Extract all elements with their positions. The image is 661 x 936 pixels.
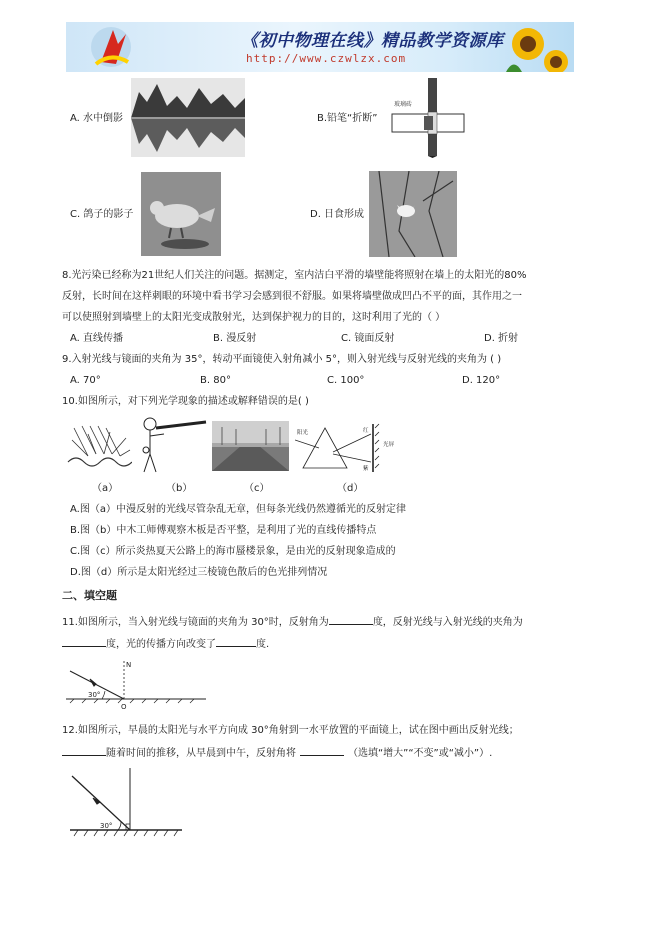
prism-label-violet: 紫 — [363, 466, 369, 472]
q9-stem: 9.入射光线与镜面的夹角为 35°，转动平面镜使入射角减小 5°，则入射光线与反射光线的夹角为 ( ) — [62, 354, 502, 365]
q11-angle-label: 30° — [88, 691, 101, 699]
q9-option-d: D. 120° — [462, 375, 501, 386]
q10-option-d: D.图（d）所示是太阳光经过三棱镜色散后的色光排列情况 — [70, 567, 328, 578]
q8-line-1: 8.光污染已经称为21世纪人们关注的问题。据测定，室内洁白平滑的墙壁能将照射在墙上的太阳光的80% — [62, 270, 527, 281]
figure-label-b: （b） — [166, 483, 193, 494]
solar-eclipse-image-icon — [369, 171, 457, 257]
water-reflection-image-icon — [131, 78, 245, 157]
section-title: 二、填空题 — [62, 589, 117, 602]
q8-line-3: 可以使照射到墙壁上的太阳光变成散射光，达到保护视力的目的，这时利用了光的（ ） — [62, 312, 446, 323]
q11-point-label: O — [121, 703, 127, 711]
prism-label-red: 红 — [363, 428, 369, 434]
q12-blank-1[interactable] — [62, 745, 106, 756]
q7-option-a: A. 水中倒影 — [70, 113, 124, 124]
q7-option-d: D. 日食形成 — [310, 209, 365, 220]
pencil-refraction-image-icon — [388, 76, 468, 158]
q11-reflection-figure-icon — [60, 655, 210, 711]
q8-option-a: A. 直线传播 — [70, 333, 124, 344]
q10-option-b: B.图（b）中木工师傅观察木板是否平整，是利用了光的直线传播特点 — [70, 525, 377, 536]
prism-dispersion-figure-icon — [295, 420, 395, 476]
carpenter-sighting-figure-icon — [136, 414, 208, 476]
q9-option-c: C. 100° — [327, 375, 365, 386]
q8-line-2: 反射，长时间在这样刺眼的环境中看书学习会感到很不舒服。如果将墙壁做成凹凸不平的面，其作用之一 — [62, 291, 522, 302]
header-banner — [66, 22, 574, 72]
prism-label-sunlight: 阳光 — [297, 430, 309, 436]
prism-label-screen: 光屏 — [383, 442, 395, 448]
road-mirage-photo — [212, 421, 289, 471]
q12-line-2 — [62, 745, 492, 760]
figure-label-c: （c） — [244, 483, 270, 494]
q8-option-b: B. 漫反射 — [213, 333, 257, 344]
q12-reflection-figure-icon — [66, 766, 186, 842]
figure-label-a: （a） — [92, 483, 119, 494]
pencil-box-label: 玻璃砖 — [394, 101, 413, 108]
pigeon-shadow-image-icon — [141, 172, 221, 256]
q12-angle-label: 30° — [100, 822, 113, 830]
q12-line-1: 12.如图所示，早晨的太阳光与水平方向成 30°角射到一水平放置的平面镜上，试在图中画出反射光线； — [62, 725, 519, 736]
q8-option-d: D. 折射 — [484, 333, 519, 344]
q12-blank-2[interactable] — [300, 745, 344, 756]
q11-text-3: 度，光的传播方向改变了 — [106, 639, 216, 650]
q10-stem: 10.如图所示，对下列光学现象的描述或解释错误的是( ) — [62, 396, 309, 407]
q11-line-1 — [62, 614, 523, 629]
q11-text-4: 度. — [256, 639, 270, 650]
road-mirage-image-icon — [212, 421, 289, 471]
figure-label-d: （d） — [337, 483, 364, 494]
q7-image-c — [141, 172, 221, 256]
q10-option-a: A.图（a）中漫反射的光线尽管杂乱无章，但每条光线仍然遵循光的反射定律 — [70, 504, 406, 515]
q12-text-2: （选填“增大”“不变”或“减小”）. — [348, 748, 493, 759]
q7-image-a — [131, 78, 245, 157]
q11-blank-2[interactable] — [62, 636, 106, 647]
diffuse-reflection-figure-icon — [66, 422, 132, 478]
q11-blank-3[interactable] — [216, 636, 256, 647]
q12-text-1: 随着时间的推移，从早晨到中午，反射角将 — [106, 748, 296, 759]
q11-line-2 — [62, 636, 269, 651]
banner-title: 《初中物理在线》精品教学资源库 — [241, 31, 504, 51]
q9-option-b: B. 80° — [200, 375, 231, 386]
q11-text-2: 度，反射光线与入射光线的夹角为 — [372, 617, 523, 628]
q11-blank-1[interactable] — [329, 614, 373, 625]
q11-text-1: 11.如图所示，当入射光线与镜面的夹角为 30°时，反射角为 — [62, 617, 329, 628]
banner-url: http://www.czwlzx.com — [246, 52, 407, 65]
q7-image-d — [369, 171, 457, 257]
q7-option-c: C. 鸽子的影子 — [70, 209, 134, 220]
q11-normal-label: N — [126, 661, 132, 669]
q7-option-b: B.铅笔“折断” — [317, 113, 378, 124]
q10-option-c: C.图（c）所示炎热夏天公路上的海市蜃楼景象，是由光的反射现象造成的 — [70, 546, 396, 557]
q9-option-a: A. 70° — [70, 375, 101, 386]
q8-option-c: C. 镜面反射 — [341, 333, 395, 344]
